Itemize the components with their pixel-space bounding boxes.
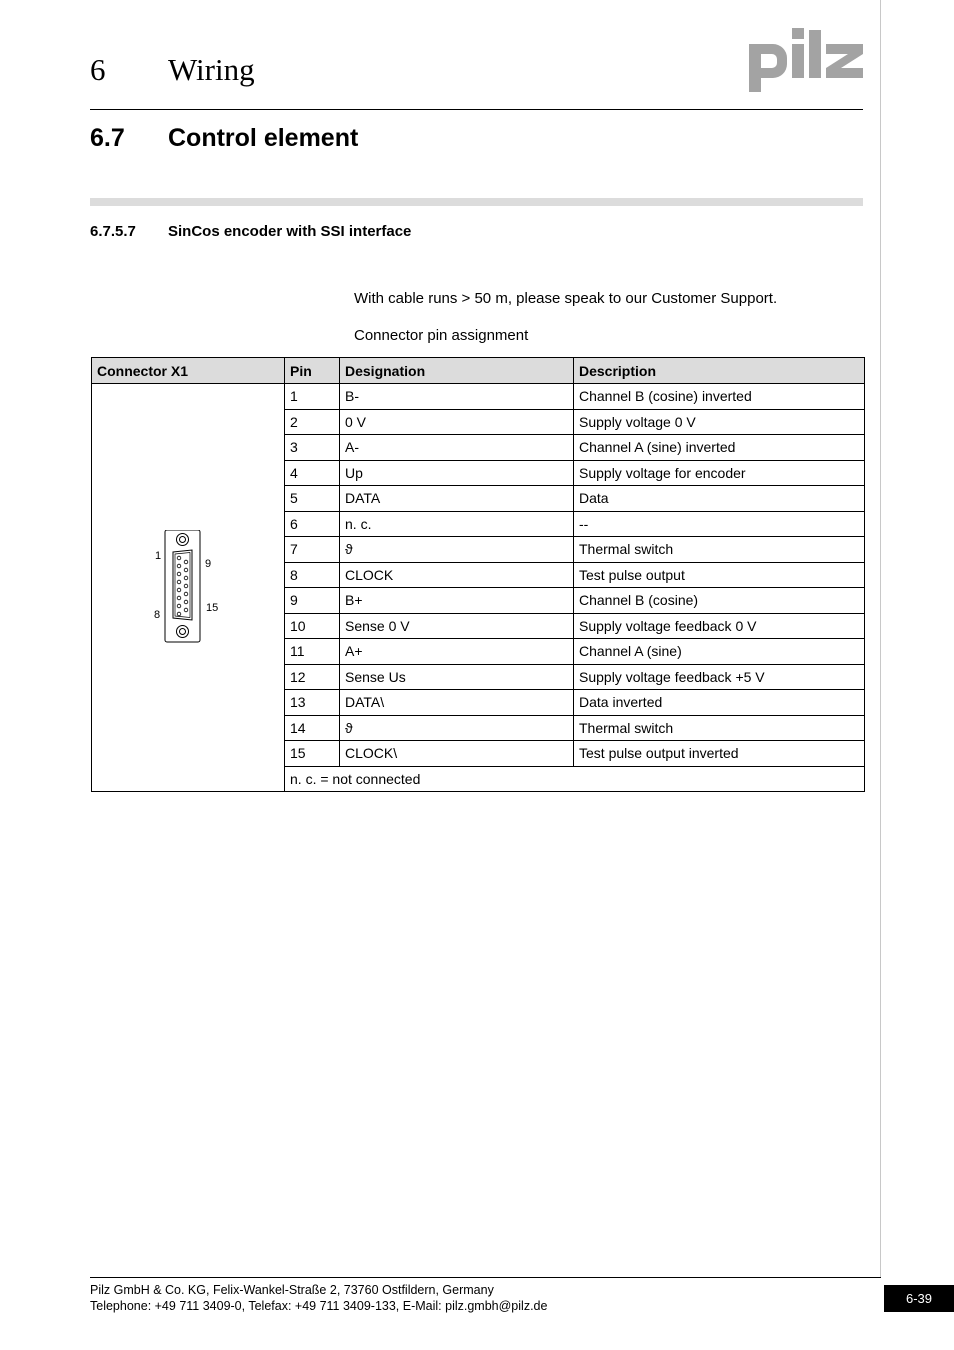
pin-description: Channel A (sine)	[574, 639, 865, 665]
pin-number: 9	[285, 588, 340, 614]
pin-assignment-table	[91, 357, 865, 792]
footer-rule	[90, 1277, 881, 1278]
pin-number: 2	[285, 409, 340, 435]
cable-run-note: With cable runs > 50 m, please speak to our Customer Support.	[354, 290, 778, 307]
pin-number: 1	[285, 384, 340, 410]
table-caption: Connector pin assignment	[354, 327, 529, 344]
pin-description: Test pulse output	[574, 562, 865, 588]
pin-designation: n. c.	[340, 511, 574, 537]
pin-description: Supply voltage feedback 0 V	[574, 613, 865, 639]
header-pin: Pin	[285, 358, 340, 384]
sub-d-15-connector-icon	[152, 530, 232, 646]
pin-description: Supply voltage 0 V	[574, 409, 865, 435]
pin-designation: ϑ	[340, 715, 574, 741]
subsection-title: SinCos encoder with SSI interface	[168, 223, 412, 240]
pin-designation: B-	[340, 384, 574, 410]
table-header-row	[92, 358, 865, 384]
footer-address: Pilz GmbH & Co. KG, Felix-Wankel-Straße 2, 73760 Ostfildern, Germany	[90, 1283, 494, 1297]
connector-label-15: 15	[206, 602, 219, 614]
pin-number: 14	[285, 715, 340, 741]
section-divider-bar	[90, 198, 863, 206]
pin-description: Test pulse output inverted	[574, 741, 865, 767]
pin-description: Thermal switch	[574, 537, 865, 563]
connector-diagram-cell	[92, 384, 285, 792]
pin-designation: CLOCK\	[340, 741, 574, 767]
pin-number: 12	[285, 664, 340, 690]
pin-designation: Up	[340, 460, 574, 486]
pin-designation: A+	[340, 639, 574, 665]
pin-number: 5	[285, 486, 340, 512]
page-edge-line	[880, 0, 881, 1278]
pin-number: 11	[285, 639, 340, 665]
pin-designation: B+	[340, 588, 574, 614]
pin-designation: CLOCK	[340, 562, 574, 588]
pin-number: 6	[285, 511, 340, 537]
pin-description: Thermal switch	[574, 715, 865, 741]
pin-number: 10	[285, 613, 340, 639]
chapter-title: Wiring	[168, 52, 255, 87]
pin-designation: 0 V	[340, 409, 574, 435]
pin-description: Channel B (cosine)	[574, 588, 865, 614]
pin-number: 15	[285, 741, 340, 767]
pin-number: 3	[285, 435, 340, 461]
connector-label-8: 8	[154, 609, 161, 621]
pin-number: 4	[285, 460, 340, 486]
chapter-number: 6	[90, 52, 106, 87]
pin-description: Data inverted	[574, 690, 865, 716]
pin-designation: A-	[340, 435, 574, 461]
footer-contact: Telephone: +49 711 3409-0, Telefax: +49 711 3409-133, E-Mail: pilz.gmbh@pilz.de	[90, 1299, 548, 1313]
header-description: Description	[574, 358, 865, 384]
pin-description: Supply voltage for encoder	[574, 460, 865, 486]
pin-designation: DATA	[340, 486, 574, 512]
table-footnote: n. c. = not connected	[285, 766, 865, 792]
page-number: 6-39	[884, 1285, 954, 1312]
pin-description: Data	[574, 486, 865, 512]
section-title: Control element	[168, 124, 359, 152]
pin-description: Channel B (cosine) inverted	[574, 384, 865, 410]
pin-description: Channel A (sine) inverted	[574, 435, 865, 461]
pin-description: Supply voltage feedback +5 V	[574, 664, 865, 690]
pin-number: 7	[285, 537, 340, 563]
pin-designation: DATA\	[340, 690, 574, 716]
pin-designation: Sense Us	[340, 664, 574, 690]
header-designation: Designation	[340, 358, 574, 384]
section-number: 6.7	[90, 124, 125, 152]
pin-description: --	[574, 511, 865, 537]
pilz-logo	[745, 26, 869, 96]
pin-designation: Sense 0 V	[340, 613, 574, 639]
pin-designation: ϑ	[340, 537, 574, 563]
connector-label-1: 1	[155, 550, 162, 562]
pin-number: 13	[285, 690, 340, 716]
connector-label-9: 9	[205, 558, 212, 570]
pin-number: 8	[285, 562, 340, 588]
table-row	[92, 384, 865, 410]
header-connector: Connector X1	[92, 358, 285, 384]
header-rule	[90, 109, 863, 110]
subsection-number: 6.7.5.7	[90, 223, 136, 240]
